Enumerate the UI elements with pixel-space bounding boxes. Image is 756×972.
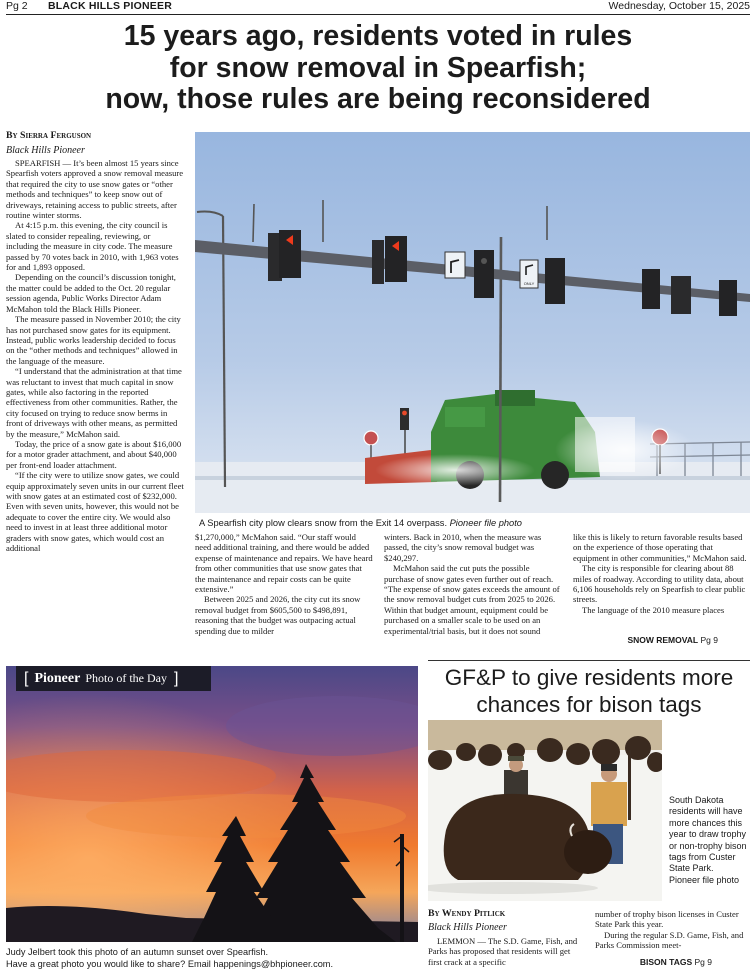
lead-column-4 (573, 532, 750, 628)
page-header (6, 0, 750, 14)
paper-name: BLACK HILLS PIONEER (48, 0, 172, 12)
bison-headline-line-1: GF&P to give residents more (444, 665, 734, 690)
lead-column-1 (6, 158, 184, 644)
badge-left-bracket: [ (24, 669, 29, 687)
only-sign-text: ONLY (523, 281, 535, 286)
bison-photo-caption (669, 795, 749, 886)
bison-column-1 (428, 936, 584, 970)
bison-column-2 (595, 909, 750, 953)
lead-photo (195, 132, 750, 513)
lead-jump-label: SNOW REMOVAL (627, 635, 699, 645)
bison-hunters-photo (428, 720, 662, 901)
bison-caption-text: South Dakota residents will have more chances this year to draw trophy or non-trophy bison tags from Custer State Park. (669, 795, 747, 874)
lead-col2-para: $1,270,000,” McMahon said. “Our staff would need additional training, and there would be added expense of maintenance and repairs. We have heard from other communities that use snow gates that the maintenance and repair costs can be quite extensive.” (195, 532, 373, 595)
photo-of-day-caption-2: Have a great photo you would like to share? Email happenings@bhpioneer.com. (6, 959, 334, 969)
bison-col1-para: LEMMON — The S.D. Game, Fish, and Parks has proposed that residents will get first crack at a specific (428, 936, 578, 967)
lead-col1-para: “If the city were to utilize snow gates, we could equip approximately seven units in our current fleet with snow gates at an estimated cost of $232,000. Even with seven units, however, this would not be adequate to cover the entire city. We would also need to invest in at least three additional motor graders with snow gates, which would cost an additional (6, 470, 184, 554)
snowplow-photo (195, 132, 750, 513)
lead-column-3 (384, 532, 562, 648)
badge-brand: Pioneer (34, 670, 81, 686)
photo-of-day-badge (16, 666, 211, 691)
lead-headline-line-3: now, those rules are being reconsidered (105, 83, 651, 115)
lead-col1-para: “I understand that the administration at that time was reluctant to invest that much capital in snow gates, while also factoring in the reported effectiveness from other communities. Rather, the city focused on trying to reduce snow berms in front of driveways with other means, as permitted by the measure,” McMahon said. (6, 366, 182, 439)
sunset-photo (6, 666, 418, 942)
bison-caption-credit: Pioneer file photo (669, 874, 740, 885)
lead-col2-para: Between 2025 and 2026, the city cut its snow removal budget from $605,500 to $498,891, reasoning that the budget was outpacing actual spending due to milder (195, 594, 361, 636)
badge-right-bracket: ] (173, 669, 179, 687)
lead-jump-page: Pg 9 (700, 635, 718, 645)
lead-col1-para: Today, the price of a snow gate is about $16,000 for a motor grader attachment, and about $40,000 per front-end loader attachment. (6, 438, 182, 470)
bison-headline (428, 664, 750, 718)
lead-headline-line-2: for snow removal in Spearfish; (169, 51, 587, 84)
bison-jump-label: BISON TAGS (639, 957, 693, 967)
lead-col4-para: The language of the 2010 measure places (582, 604, 725, 615)
bison-jump-page: Pg 9 (694, 957, 712, 967)
lead-col3-para: McMahon said the cut puts the possible purchase of snow gates even further out of reach. “The expense of snow gates exceeds the amount of the snow removal budget cuts from 2025 to 2026. Within that budget amount, equipment could be purchased on a smaller scale to be used on an experimental/trial basis, but it does not sound (384, 563, 560, 636)
lead-col4-para: like this is likely to return favorable results based on the experience of those operating that equipment in other communities,” McMahon said. (573, 532, 747, 563)
lead-col1-para: Depending on the council’s discussion tonight, the matter could be added to the Oct. 20 regular session agenda, Public Works Director Adam McMahon told the Black Hills Pioneer. (6, 272, 176, 314)
bison-col2-para: During the regular S.D. Game, Fish, and Parks Commission meet- (595, 929, 744, 951)
lead-col3-para: winters. Back in 2010, when the measure was passed, the city’s snow removal budget was $240,297. (384, 532, 542, 563)
lead-byline: By Sierra Ferguson (6, 130, 92, 141)
header-rule (6, 14, 750, 15)
badge-title: Photo of the Day (85, 671, 167, 685)
section-rule (428, 660, 750, 661)
lead-photo-caption-text: A Spearfish city plow clears snow from the Exit 14 overpass. (199, 518, 450, 528)
photo-of-day-caption-1: Judy Jelbert took this photo of an autumn sunset over Spearfish. (6, 947, 268, 957)
lead-col1-para: SPEARFISH — It’s been almost 15 years since Spearfish voters approved a snow removal measure that required the city to use snow gates or “other methods and techniques” to keep snow out of driveways, retaining access to public streets, after routine winter storms. (6, 158, 184, 221)
photo-of-day-image (6, 666, 418, 942)
bison-outlet: Black Hills Pioneer (428, 922, 507, 933)
page-number: Pg 2 (6, 0, 28, 12)
issue-date: Wednesday, October 15, 2025 (608, 0, 750, 12)
photo-of-day-caption (6, 946, 426, 970)
lead-photo-caption (199, 517, 522, 529)
lead-photo-credit: Pioneer file photo (449, 518, 522, 528)
bison-photo (428, 720, 662, 901)
lead-headline (0, 21, 756, 116)
lead-col1-para: At 4:15 p.m. this evening, the city council is slated to consider repealing, reviewing, or including the measure in city code. The measure passed by 70 votes back in 2010, with 1,963 votes for and 1,893 opposed. (6, 220, 179, 273)
bison-byline: By Wendy Pitlick (428, 908, 506, 919)
bison-headline-line-2: chances for bison tags (476, 692, 702, 717)
lead-outlet: Black Hills Pioneer (6, 145, 85, 156)
bison-jump-line[interactable] (640, 957, 712, 967)
bison-col2-para: number of trophy bison licenses in Custer State Park this year. (595, 909, 739, 930)
lead-jump-line[interactable] (627, 635, 718, 645)
lead-col4-para: The city is responsible for clearing about 88 miles of roadway. According to utility data, about 6,106 households rely on Spearfish to clear public streets. (573, 563, 746, 605)
lead-col1-para: The measure passed in November 2010; the city has not purchased snow gates for its equipment. Instead, public works leadership decided to focus on the “other methods and techniques” allowed in the language of the measure. (6, 314, 181, 366)
lead-column-2 (195, 532, 373, 648)
lead-headline-line-1: 15 years ago, residents voted in rules (123, 20, 633, 52)
